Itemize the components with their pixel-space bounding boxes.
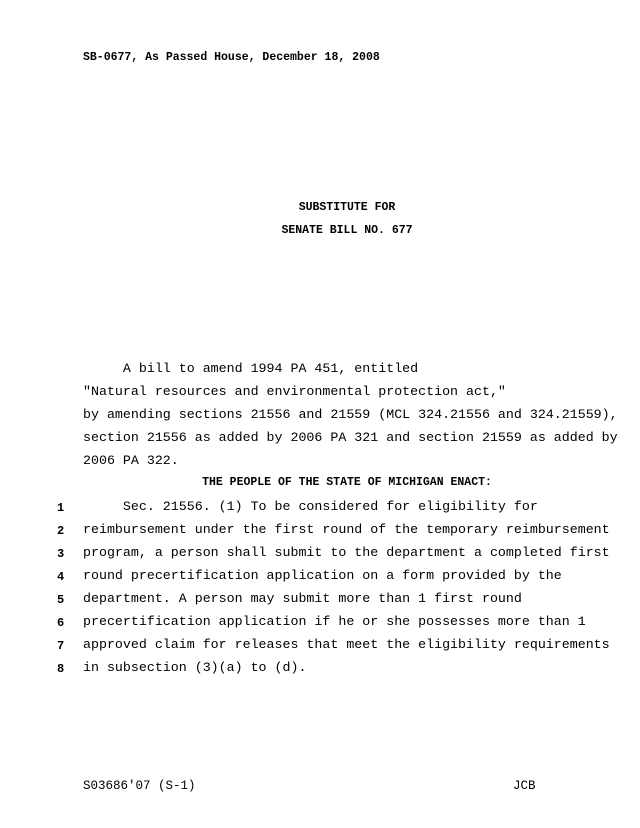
preamble-line: by amending sections 21556 and 21559 (MCL 324.21556 and 324.21559),: [83, 407, 618, 422]
body-line: approved claim for releases that meet the eligibility requirements: [83, 637, 610, 652]
body-line: department. A person may submit more than 1 first round: [83, 591, 522, 606]
body-line: precertification application if he or she possesses more than 1: [83, 614, 586, 629]
body-line: round precertification application on a form provided by the: [83, 568, 562, 583]
enacting-clause: THE PEOPLE OF THE STATE OF MICHIGAN ENACT:: [202, 476, 492, 489]
title-substitute: SUBSTITUTE FOR: [298, 201, 396, 214]
line-number: 5: [57, 593, 65, 607]
line-number: 6: [57, 616, 65, 630]
body-line: reimbursement under the first round of the temporary reimbursement: [83, 522, 610, 537]
document-header: SB-0677, As Passed House, December 18, 2008: [83, 51, 380, 64]
footer-document-code: S03686'07 (S-1): [83, 779, 196, 793]
line-number: 1: [57, 501, 65, 515]
preamble-line: "Natural resources and environmental protection act,": [83, 384, 506, 399]
line-number: 7: [57, 639, 65, 653]
line-number: 3: [57, 547, 65, 561]
footer-initials: JCB: [513, 779, 536, 793]
preamble-line: section 21556 as added by 2006 PA 321 and section 21559 as added by: [83, 430, 618, 445]
body-line: program, a person shall submit to the department a completed first: [83, 545, 610, 560]
preamble-line: 2006 PA 322.: [83, 453, 179, 468]
title-bill-number: SENATE BILL NO. 677: [281, 224, 413, 237]
body-line: in subsection (3)(a) to (d).: [83, 660, 307, 675]
body-line: Sec. 21556. (1) To be considered for eligibility for: [83, 499, 538, 514]
line-number: 8: [57, 662, 65, 676]
preamble-line: A bill to amend 1994 PA 451, entitled: [83, 361, 419, 376]
line-number: 2: [57, 524, 65, 538]
line-number: 4: [57, 570, 65, 584]
